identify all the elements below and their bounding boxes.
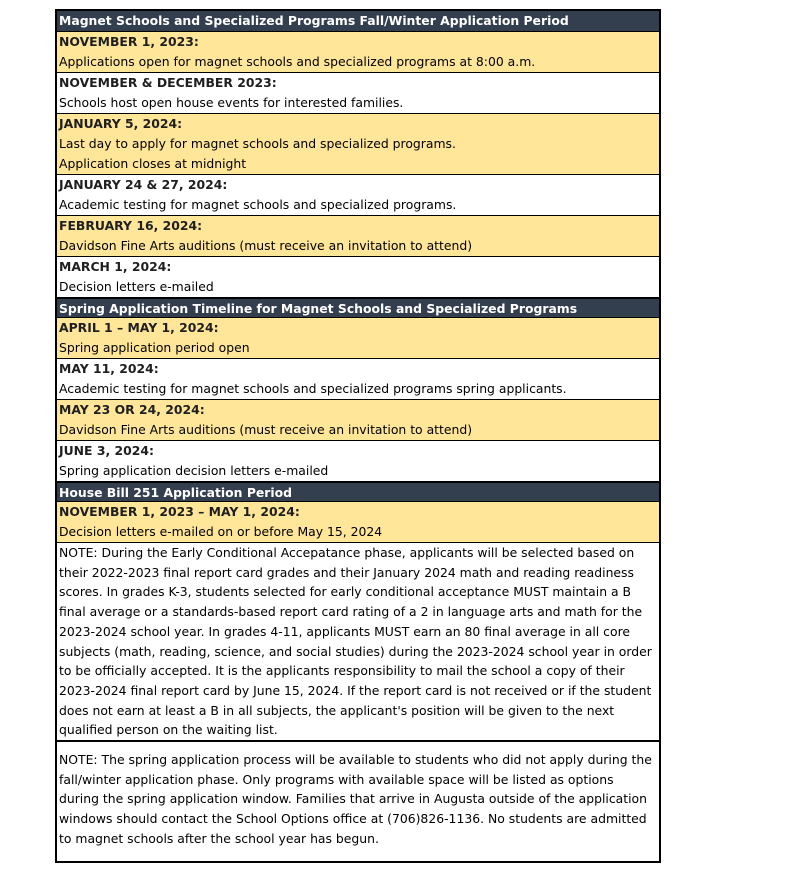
event-date: JANUARY 24 & 27, 2024: (59, 177, 228, 192)
event-description: Decision letters e-mailed on or before May 15, 2024 (59, 524, 383, 539)
timeline-row (57, 358, 659, 399)
event-date: FEBRUARY 16, 2024: (59, 218, 203, 233)
timeline-row (57, 113, 659, 174)
section-header-fall-winter: Magnet Schools and Specialized Programs Fall/Winter Application Period (57, 11, 659, 31)
event-description: Last day to apply for magnet schools and specialized programs. (59, 136, 456, 151)
event-description: Applications open for magnet schools and specialized programs at 8:00 a.m. (59, 54, 536, 69)
application-timeline-table (55, 9, 661, 863)
event-date: JUNE 3, 2024: (59, 443, 154, 458)
timeline-row (57, 399, 659, 440)
event-description: Spring application decision letters e-mailed (59, 463, 329, 478)
event-date: JANUARY 5, 2024: (59, 116, 183, 131)
timeline-row (57, 501, 659, 542)
timeline-row (57, 440, 659, 481)
event-date: MAY 23 OR 24, 2024: (59, 402, 205, 417)
event-description: Academic testing for magnet schools and specialized programs spring applicants. (59, 381, 567, 396)
timeline-row (57, 215, 659, 256)
event-description: Spring application period open (59, 340, 250, 355)
event-date: MAY 11, 2024: (59, 361, 159, 376)
event-date: NOVEMBER & DECEMBER 2023: (59, 75, 277, 90)
timeline-row (57, 317, 659, 358)
event-description: Davidson Fine Arts auditions (must receive an invitation to attend) (59, 422, 473, 437)
spring-application-note: NOTE: The spring application process will be available to students who did not apply during the fall/winter application phase. Only programs with available space will be listed as options during the spring application window. Families that arrive in Augusta outside of the application windows should contact the School Options office at (706)826-1136. No students are admitted to magnet schools after the school year has begun. (57, 740, 659, 861)
event-date: NOVEMBER 1, 2023: (59, 34, 199, 49)
event-date: NOVEMBER 1, 2023 – MAY 1, 2024: (59, 504, 300, 519)
event-date: APRIL 1 – MAY 1, 2024: (59, 320, 219, 335)
timeline-row (57, 174, 659, 215)
timeline-row (57, 256, 659, 297)
section-header-house-bill-251: House Bill 251 Application Period (57, 481, 659, 501)
event-date: MARCH 1, 2024: (59, 259, 172, 274)
event-description: Application closes at midnight (59, 156, 247, 171)
timeline-row (57, 31, 659, 72)
event-description: Academic testing for magnet schools and specialized programs. (59, 197, 457, 212)
early-acceptance-note: NOTE: During the Early Conditional Accepatance phase, applicants will be selected based on their 2022-2023 final report card grades and their January 2024 math and reading readiness scores. In grades K-3, students selected for early conditional acceptance MUST maintain a B final average or a standards-based report card rating of a 2 in language arts and math for the 2023-2024 school year. In grades 4-11, applicants MUST earn an 80 final average in all core subjects (math, reading, science, and social studies) during the 2023-2024 school year in order to be officially accepted. It is the applicants responsibility to mail the school a copy of their 2023-2024 final report card by June 15, 2024. If the report card is not received or if the student does not earn at least a B in all subjects, the applicant's position will be given to the next qualified person on the waiting list. (57, 542, 659, 740)
timeline-row (57, 72, 659, 113)
event-description: Schools host open house events for interested families. (59, 95, 404, 110)
event-description: Decision letters e-mailed (59, 279, 214, 294)
section-header-spring: Spring Application Timeline for Magnet Schools and Specialized Programs (57, 297, 659, 317)
event-description: Davidson Fine Arts auditions (must receive an invitation to attend) (59, 238, 473, 253)
